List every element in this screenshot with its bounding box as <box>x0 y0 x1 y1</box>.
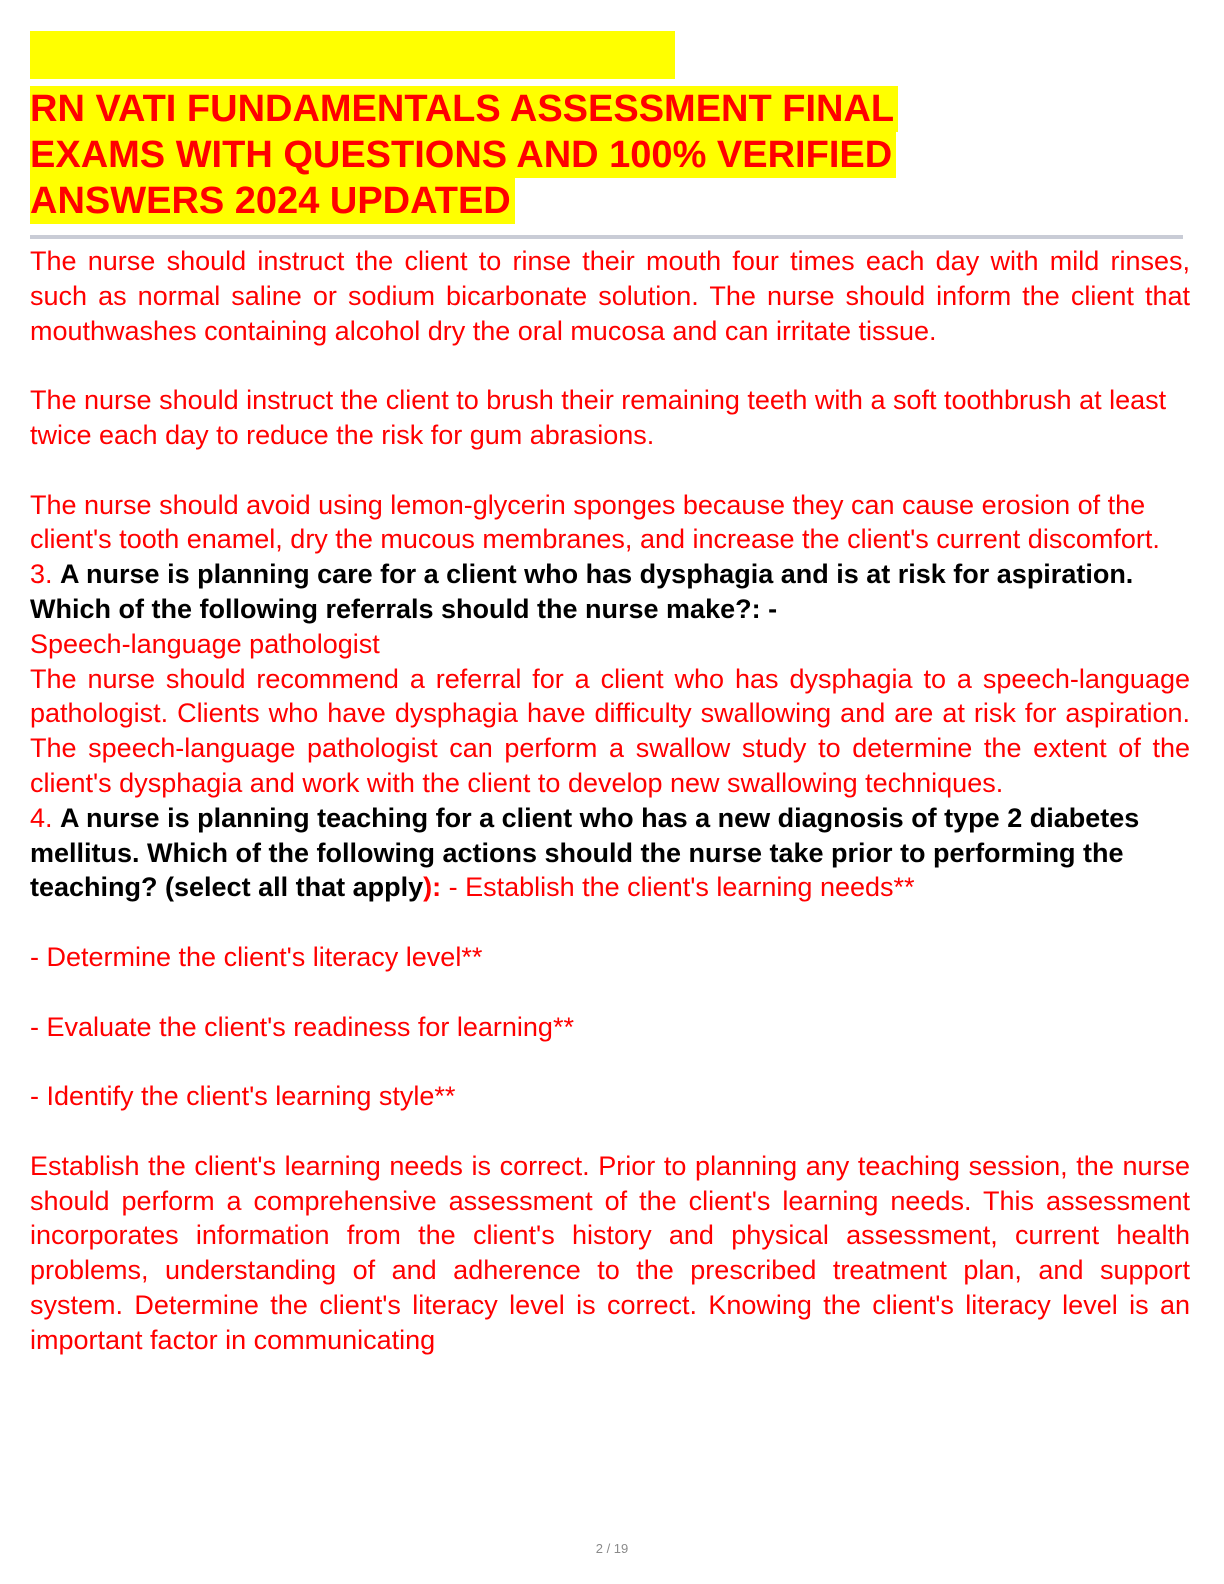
title-line-2: EXAMS WITH QUESTIONS AND 100% VERIFIED <box>30 132 896 178</box>
question-4-answer-2: - Determine the client's literacy level** <box>30 941 483 972</box>
question-3-text: A nurse is planning care for a client who has dysphagia and is at risk for aspiration. Which of the following referrals should the nurse make?: - <box>30 559 1134 624</box>
question-4-text: A nurse is planning teaching for a client who has a new diagnosis of type 2 diabetes mellitus. Which of the following actions should the nurse take prior to performing the teaching? (select all that apply <box>30 802 1140 903</box>
paragraph-gap <box>30 975 1190 1010</box>
title-line-3: ANSWERS 2024 UPDATED <box>30 178 515 224</box>
question-4-explanation: Establish the client's learning needs is correct. Prior to planning any teaching session, the nurse should perform a comprehensive assessment of the client's learning needs. This assessment incorporates information from the client's history and physical assessment, current health problems, understanding of and adherence to the prescribed treatment plan, and support system. Determine the client's literacy level is correct. Knowing the client's literacy level is an important factor in communicating <box>30 1150 1190 1355</box>
question-3 <box>30 557 1190 627</box>
paragraph-gap <box>30 1114 1190 1149</box>
title-divider <box>30 235 1183 239</box>
intro-paragraph-3: The nurse should avoid using lemon-glycerin sponges because they can cause erosion of the client's tooth enamel, dry the mucous membranes, and increase the client's current discomfort. <box>30 489 1160 555</box>
question-3-answer: Speech-language pathologist <box>30 628 380 659</box>
intro-paragraph-1: The nurse should instruct the client to rinse their mouth four times each day with mild rinses, such as normal saline or sodium bicarbonate solution. The nurse should inform the client that mouthwashes containing alcohol dry the oral mucosa and can irritate tissue. <box>30 246 1190 346</box>
question-4 <box>30 801 1190 905</box>
intro-paragraph-2: The nurse should instruct the client to brush their remaining teeth with a soft toothbrush at least twice each day to reduce the risk for gum abrasions. <box>30 385 1167 450</box>
paragraph-gap <box>30 453 1190 488</box>
paragraph-gap <box>30 905 1190 940</box>
question-4-answer-1: - Establish the client's learning needs** <box>441 872 915 903</box>
title-highlight-bar <box>30 31 675 79</box>
title-line-1: RN VATI FUNDAMENTALS ASSESSMENT FINAL <box>30 86 898 132</box>
question-4-number: 4. <box>30 802 53 833</box>
paragraph-gap <box>30 1044 1190 1079</box>
paragraph-gap <box>30 348 1190 383</box>
question-3-number: 3. <box>30 559 53 590</box>
document-body <box>30 244 1190 1358</box>
page-indicator: 2 / 19 <box>595 1541 629 1556</box>
question-4-close: ): <box>423 872 442 903</box>
question-4-answer-4: - Identify the client's learning style** <box>30 1081 456 1112</box>
document-title <box>30 86 1190 224</box>
question-4-answer-3: - Evaluate the client's readiness for learning** <box>30 1011 574 1042</box>
question-3-explanation: The nurse should recommend a referral for a client who has dysphagia to a speech-language pathologist. Clients who have dysphagia have difficulty swallowing and are at risk for aspiration. The speech-language pathologist can perform a swallow study to determine the extent of the client's dysphagia and work with the client to develop new swallowing techniques. <box>30 663 1190 798</box>
